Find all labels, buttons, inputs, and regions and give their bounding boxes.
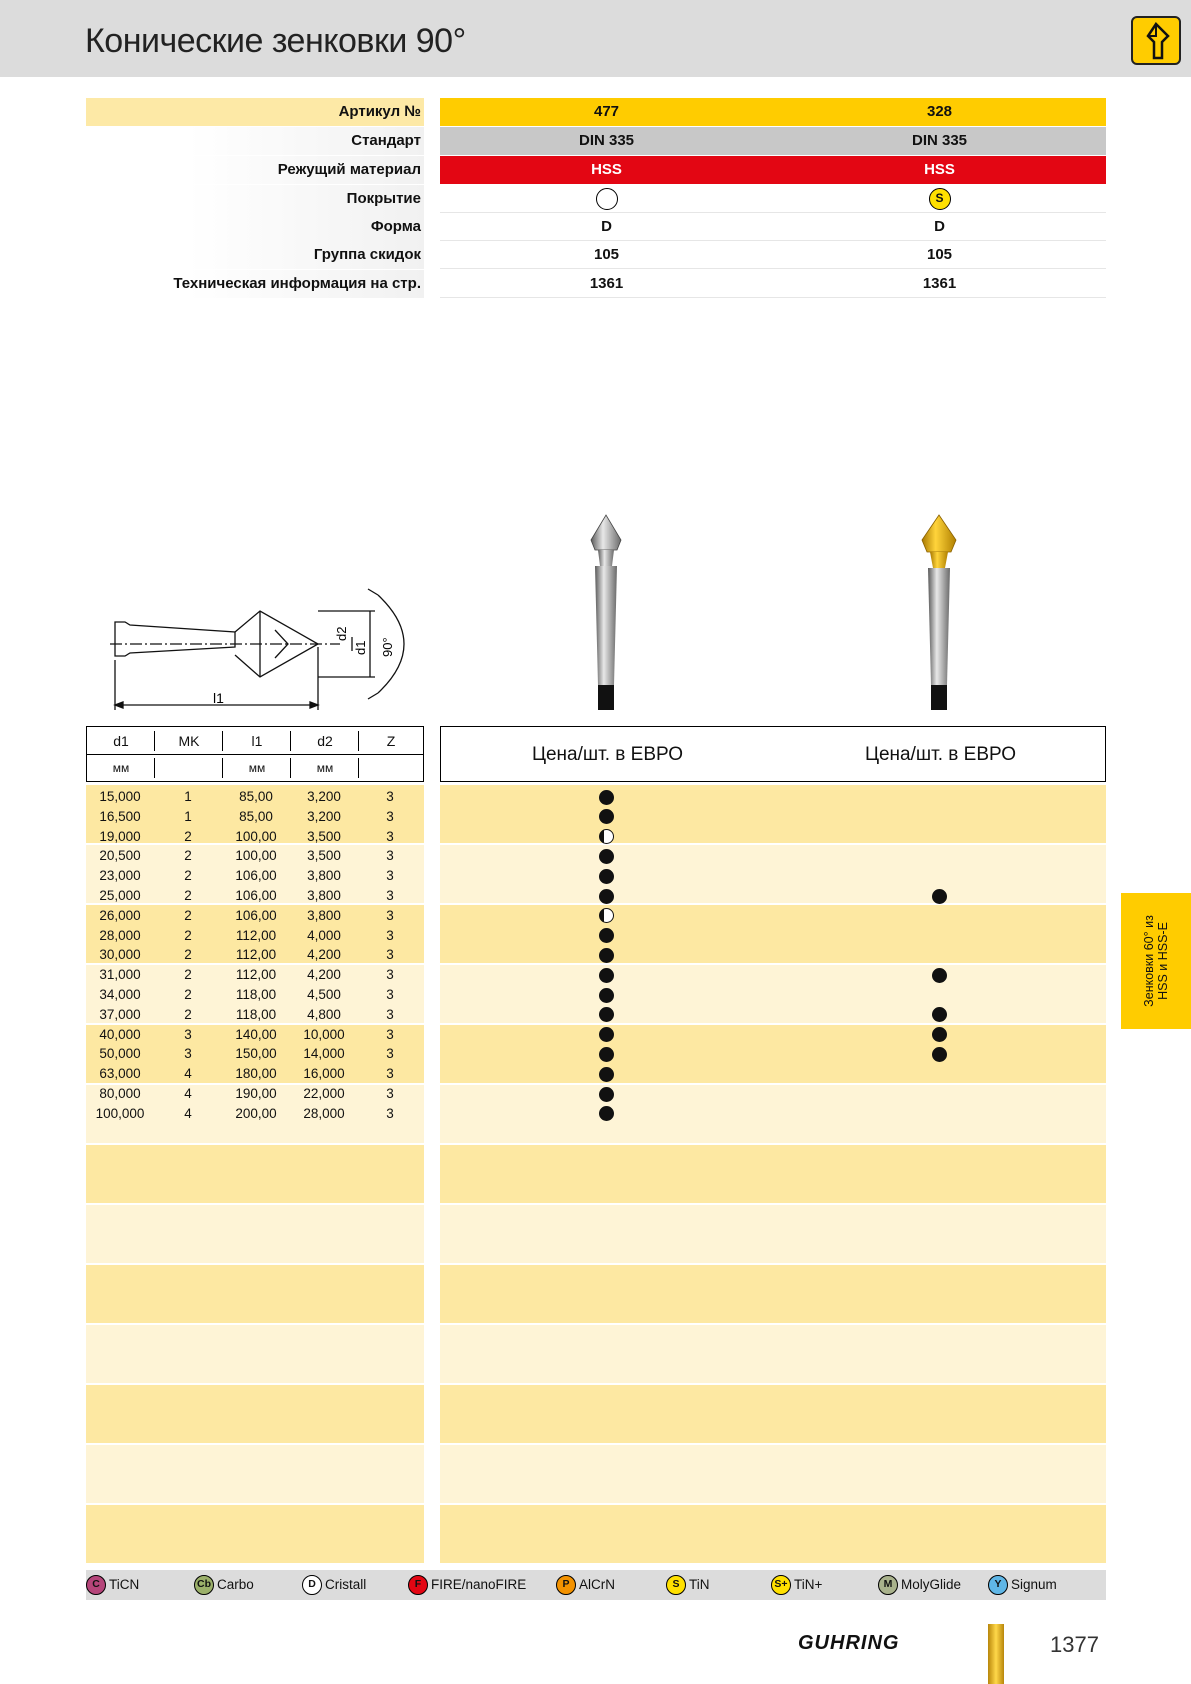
cell-z: 3: [386, 1086, 394, 1101]
availability-stock-icon: [599, 869, 614, 884]
cell-d1: 20,500: [99, 848, 141, 864]
cell-mk: 4: [184, 1105, 192, 1121]
cell-l1: 180,00: [235, 1066, 277, 1082]
availability-stock-icon: [599, 988, 614, 1003]
spec-label-coating: Покрытие: [86, 185, 424, 213]
cell-l1: 106,00: [235, 868, 277, 884]
table-row: [86, 1025, 424, 1045]
unit-d2: мм: [316, 761, 334, 775]
legend-item: [556, 1575, 615, 1595]
cell-mk: 2: [184, 907, 192, 923]
legend-label: TiN+: [794, 1577, 823, 1592]
cell-d2: 3,200: [307, 808, 341, 824]
coating-badge-icon: D: [302, 1575, 322, 1595]
col-header-d1: d1: [113, 733, 129, 749]
coating-legend: [86, 1570, 1106, 1600]
band-left: [86, 1205, 424, 1263]
spec-row-techinfo: [86, 270, 1106, 298]
cell-d1: 16,500: [99, 808, 141, 824]
availability-order-icon: [599, 908, 614, 923]
coating-badge-icon: P: [556, 1575, 576, 1595]
drawing-l1: l1: [213, 690, 224, 706]
side-tab-line1: Зенковки 60° из: [1142, 915, 1156, 1007]
col-header-mk: MK: [178, 733, 200, 749]
availability-stock-icon: [599, 1106, 614, 1121]
cell-d2: 4,000: [307, 927, 341, 943]
table-row: [86, 846, 424, 866]
standard-col1: DIN 335: [578, 132, 635, 149]
cell-d1: 28,000: [99, 927, 141, 943]
col-header-l1: l1: [251, 733, 263, 749]
table-row: [86, 1044, 424, 1064]
page-number: 1377: [1050, 1632, 1099, 1657]
band-right: [440, 905, 1106, 963]
table-row: [86, 1005, 424, 1025]
page-header: [0, 0, 1191, 77]
price-header-col2: Цена/шт. в ЕВРО: [864, 744, 1017, 765]
cell-d1: 100,000: [95, 1105, 145, 1121]
table-row: [86, 866, 424, 886]
band-right: [440, 1265, 1106, 1323]
cell-d1: 25,000: [99, 888, 141, 903]
drawing-d2: d2: [334, 626, 349, 641]
cell-z: 3: [386, 947, 394, 963]
spec-label-form: Форма: [86, 213, 424, 241]
cell-d2: 4,500: [307, 987, 341, 1002]
table-row: [86, 945, 424, 965]
discount-col2: 105: [926, 246, 953, 263]
cell-d2: 4,800: [307, 1006, 341, 1022]
availability-stock-icon: [599, 948, 614, 963]
legend-label: Cristall: [325, 1577, 367, 1592]
spec-row-material: [86, 156, 1106, 184]
cell-z: 3: [386, 987, 394, 1002]
table-row: [86, 965, 424, 985]
cell-z: 3: [386, 967, 394, 983]
availability-stock-icon: [932, 1047, 947, 1062]
countersink-photo-328: [914, 510, 964, 712]
cell-l1: 118,00: [235, 1006, 277, 1022]
brand-logo: GUHRING: [798, 1632, 900, 1654]
cell-z: 3: [386, 789, 394, 804]
cell-l1: 150,00: [235, 1046, 277, 1062]
availability-stock-icon: [932, 889, 947, 904]
coating-badge-icon: C: [86, 1575, 106, 1595]
band-right: [440, 965, 1106, 1023]
cell-z: 3: [386, 927, 394, 943]
legend-item: [771, 1575, 822, 1595]
cell-mk: 2: [184, 967, 192, 983]
cell-z: 3: [386, 848, 394, 864]
coating-badge-icon: F: [408, 1575, 428, 1595]
page-title: Конические зенковки 90°: [85, 22, 466, 60]
spec-label-article: Артикул №: [86, 98, 424, 126]
cell-mk: 4: [184, 1086, 192, 1101]
cell-mk: 2: [184, 888, 192, 903]
spec-label-techinfo: Техническая информация на стр.: [86, 270, 424, 298]
cell-d1: 34,000: [99, 987, 141, 1002]
band-left: [86, 1505, 424, 1563]
cell-z: 3: [386, 888, 394, 903]
cell-l1: 85,00: [239, 789, 273, 804]
spec-label-material: Режущий материал: [86, 156, 424, 184]
band-right: [440, 1325, 1106, 1383]
cell-z: 3: [386, 1066, 394, 1082]
cell-mk: 2: [184, 987, 192, 1002]
cell-d1: 31,000: [99, 967, 141, 983]
band-right: [440, 1445, 1106, 1503]
availability-stock-icon: [599, 1087, 614, 1102]
cell-d1: 30,000: [99, 947, 141, 963]
col-header-z: Z: [386, 733, 396, 749]
cell-d1: 37,000: [99, 1006, 141, 1022]
legend-label: TiN: [689, 1577, 710, 1592]
coating-badge-icon: Cb: [194, 1575, 214, 1595]
legend-item: [194, 1575, 254, 1595]
cell-d2: 3,800: [307, 907, 341, 923]
table-row: [86, 906, 424, 926]
availability-stock-icon: [599, 1047, 614, 1062]
legend-label: MolyGlide: [901, 1577, 962, 1592]
cell-d1: 40,000: [99, 1026, 141, 1042]
band-right: [440, 1085, 1106, 1143]
spec-label-discount: Группа скидок: [86, 241, 424, 269]
cell-d2: 10,000: [303, 1026, 345, 1042]
cell-mk: 3: [184, 1026, 192, 1042]
availability-stock-icon: [599, 889, 614, 904]
legend-label: AlCrN: [579, 1577, 615, 1592]
cell-d2: 3,200: [307, 789, 341, 804]
table-row: [86, 886, 424, 906]
table-row: [86, 787, 424, 807]
material-col1: HSS: [591, 161, 622, 178]
cell-mk: 4: [184, 1066, 192, 1082]
cell-z: 3: [386, 1026, 394, 1042]
cell-z: 3: [386, 808, 394, 824]
price-table-header: [440, 726, 1106, 782]
cell-d1: 63,000: [99, 1066, 141, 1082]
band-right: [440, 785, 1106, 843]
cell-z: 3: [386, 1006, 394, 1022]
dimension-table-header: [86, 726, 424, 782]
cell-mk: 2: [184, 848, 192, 864]
coating-badge-icon: S: [666, 1575, 686, 1595]
standard-col2: DIN 335: [911, 132, 968, 149]
spec-row-standard: [86, 127, 1106, 155]
cell-l1: 118,00: [235, 987, 277, 1002]
countersink-drawing: [100, 585, 420, 715]
legend-label: TiCN: [109, 1577, 140, 1592]
cell-mk: 2: [184, 828, 192, 844]
cell-d2: 16,000: [303, 1066, 345, 1082]
availability-stock-icon: [599, 1027, 614, 1042]
cell-d1: 23,000: [99, 868, 141, 884]
drawing-angle: 90°: [380, 637, 395, 657]
band-right: [440, 845, 1106, 903]
cell-mk: 2: [184, 947, 192, 963]
cell-d2: 28,000: [303, 1105, 345, 1121]
cell-mk: 2: [184, 927, 192, 943]
band-left: [86, 1385, 424, 1443]
cell-d2: 3,500: [307, 848, 341, 864]
table-row: [86, 926, 424, 946]
cell-z: 3: [386, 828, 394, 844]
table-row: [86, 1064, 424, 1084]
legend-label: FIRE/nanoFIRE: [431, 1577, 527, 1592]
side-tab-line2: HSS и HSS-E: [1156, 922, 1170, 1000]
cell-d2: 22,000: [303, 1086, 345, 1101]
spec-row-discount: [86, 241, 1106, 269]
footer-accent-bar: [988, 1624, 1004, 1684]
cell-d2: 3,500: [307, 828, 341, 844]
table-row: [86, 985, 424, 1005]
article-477: 477: [593, 103, 620, 120]
cell-l1: 112,00: [235, 967, 277, 983]
side-tab[interactable]: [1121, 893, 1191, 1029]
band-left: [86, 1145, 424, 1203]
band-right: [440, 1145, 1106, 1203]
col-header-d2: d2: [317, 733, 333, 749]
legend-item: [86, 1575, 139, 1595]
cell-z: 3: [386, 868, 394, 884]
legend-label: Signum: [1011, 1577, 1057, 1592]
cell-z: 3: [386, 1046, 394, 1062]
cell-d1: 26,000: [99, 907, 141, 923]
legend-item: [302, 1575, 366, 1595]
cell-d1: 80,000: [99, 1086, 141, 1101]
table-row: [86, 827, 424, 847]
cell-mk: 2: [184, 1006, 192, 1022]
availability-stock-icon: [599, 790, 614, 805]
band-right: [440, 1025, 1106, 1083]
unit-d1: мм: [112, 761, 130, 775]
cell-mk: 1: [184, 789, 192, 804]
cell-mk: 3: [184, 1046, 192, 1062]
availability-stock-icon: [599, 809, 614, 824]
cell-d1: 19,000: [99, 828, 141, 844]
cell-d1: 15,000: [99, 789, 141, 804]
band-left: [86, 1445, 424, 1503]
cell-l1: 100,00: [235, 828, 277, 844]
availability-stock-icon: [599, 1067, 614, 1082]
cell-l1: 200,00: [235, 1105, 277, 1121]
cell-l1: 112,00: [235, 927, 277, 943]
legend-label: Carbo: [217, 1577, 254, 1592]
band-right: [440, 1385, 1106, 1443]
unit-l1: мм: [248, 761, 266, 775]
drawing-d1: d1: [353, 640, 368, 655]
cell-l1: 100,00: [235, 848, 277, 864]
cell-z: 3: [386, 907, 394, 923]
spec-row-form: [86, 213, 1106, 241]
countersink-photo-477: [581, 510, 631, 712]
cell-d2: 3,800: [307, 888, 341, 903]
spec-row-coating: [86, 185, 1106, 213]
coating-badge-icon: S+: [771, 1575, 791, 1595]
coating-badge-icon: Y: [988, 1575, 1008, 1595]
cell-mk: 1: [184, 808, 192, 824]
tin-coating-badge: S: [929, 188, 951, 210]
legend-item: [408, 1575, 526, 1595]
legend-item: [988, 1575, 1057, 1595]
coating-badge-icon: M: [878, 1575, 898, 1595]
band-right: [440, 1205, 1106, 1263]
availability-order-icon: [599, 829, 614, 844]
availability-stock-icon: [599, 1007, 614, 1022]
availability-stock-icon: [599, 849, 614, 864]
cell-l1: 85,00: [239, 808, 273, 824]
cell-d2: 14,000: [303, 1046, 345, 1062]
cell-d1: 50,000: [99, 1046, 141, 1062]
discount-col1: 105: [593, 246, 620, 263]
material-col2: HSS: [924, 161, 955, 178]
no-coating-icon: [596, 188, 618, 210]
legend-item: [878, 1575, 961, 1595]
techinfo-col1: 1361: [589, 275, 624, 292]
price-header-col1: Цена/шт. в ЕВРО: [531, 744, 684, 765]
cell-l1: 140,00: [235, 1026, 277, 1042]
form-col1: D: [601, 218, 612, 235]
cell-d2: 3,800: [307, 868, 341, 884]
form-col2: D: [934, 218, 945, 235]
article-328: 328: [926, 103, 953, 120]
spec-label-standard: Стандарт: [86, 127, 424, 155]
techinfo-col2: 1361: [922, 275, 957, 292]
cell-mk: 2: [184, 868, 192, 884]
cell-z: 3: [386, 1105, 394, 1121]
band-left: [86, 1265, 424, 1323]
cell-l1: 106,00: [235, 907, 277, 923]
countersink-icon: [1131, 16, 1181, 65]
legend-item: [666, 1575, 710, 1595]
cell-l1: 112,00: [235, 947, 277, 963]
cell-l1: 106,00: [235, 888, 277, 903]
table-row: [86, 1084, 424, 1104]
availability-stock-icon: [932, 968, 947, 983]
table-row: [86, 1104, 424, 1124]
table-row: [86, 807, 424, 827]
availability-stock-icon: [599, 968, 614, 983]
spec-row-article: [86, 98, 1106, 126]
band-right: [440, 1505, 1106, 1563]
cell-l1: 190,00: [235, 1086, 277, 1101]
band-left: [86, 1325, 424, 1383]
availability-stock-icon: [932, 1007, 947, 1022]
availability-stock-icon: [932, 1027, 947, 1042]
cell-d2: 4,200: [307, 967, 341, 983]
availability-stock-icon: [599, 928, 614, 943]
cell-d2: 4,200: [307, 947, 341, 963]
